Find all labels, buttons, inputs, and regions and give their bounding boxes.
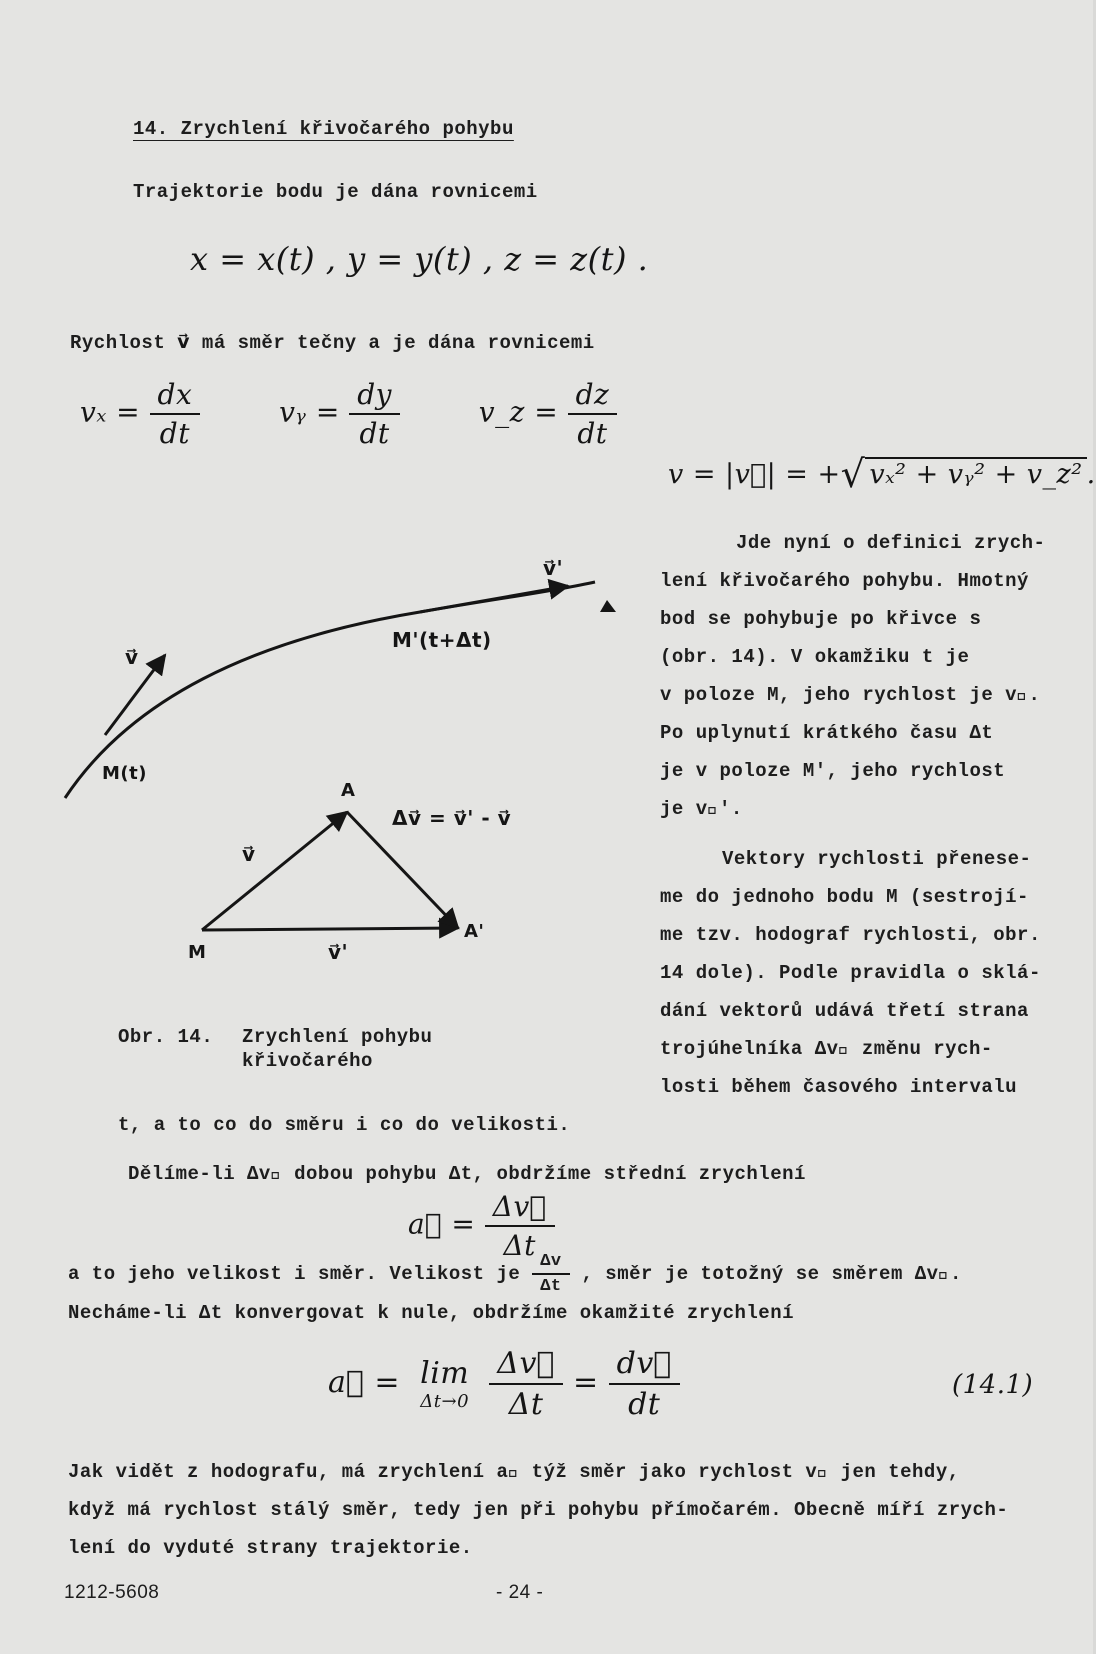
magnitude-fraction: $\frac{\Delta v}{\Delta t}$	[532, 1252, 569, 1296]
figure-label-mprime: M'(t+Δt)	[392, 628, 492, 652]
intro-text: Trajektorie bodu je dána rovnicemi	[133, 181, 538, 203]
right-col-line: trojúhelníka Δv⃗ změnu rych-	[660, 1038, 993, 1060]
figure-label-v-triangle: v⃗	[242, 842, 256, 866]
right-col-line: v poloze M, jeho rychlost je v⃗.	[660, 684, 1041, 706]
closing-line: lení do vyduté strany trajektorie.	[68, 1537, 473, 1559]
right-col-line: 14 dole). Podle pravidla o sklá-	[660, 962, 1041, 984]
page-number: - 24 -	[496, 1582, 544, 1603]
vy-fraction: $\frac{dy}{dt}$	[349, 378, 400, 450]
section-title: 14. Zrychlení křivočarého pohybu	[133, 118, 514, 140]
figure-label-dv: Δv⃗ = v⃗' - v⃗	[392, 806, 512, 830]
velocity-symbol: v⃗	[177, 331, 191, 353]
figure-label-a: A	[341, 780, 356, 801]
trajectory-equation: x = x(t) , y = y(t) , z = z(t) .	[190, 240, 649, 278]
figure-label-m: M(t)	[102, 763, 147, 784]
inst-acc-fraction-1: $\frac{\Delta v⃗}{\Delta t}$	[489, 1346, 563, 1422]
magnitude-dot: .	[1086, 459, 1096, 490]
closing-line: Jak vidět z hodografu, má zrychlení a⃗ týž směr jako rychlost v⃗ jen tehdy,	[68, 1461, 960, 1483]
right-col-line: me do jednoho bodu M (sestrojí-	[660, 886, 1029, 908]
right-col-line: je v⃗'.	[660, 798, 743, 820]
mean-acc-fraction: $\frac{\Delta v⃗}{\Delta t}$	[485, 1190, 555, 1262]
right-col-line: bod se pohybuje po křivce s	[660, 608, 982, 630]
sqrt-sign: √	[840, 452, 866, 496]
right-col-line: me tzv. hodograf rychlosti, obr.	[660, 924, 1041, 946]
right-col-line: (obr. 14). V okamžiku t je	[660, 646, 970, 668]
velocity-text-before: Rychlost	[70, 332, 166, 354]
right-col-line: losti během časového intervalu	[660, 1076, 1018, 1098]
divide-line: Dělíme-li Δv⃗ dobou pohybu Δt, obdržíme střední zrychlení	[128, 1163, 806, 1185]
hodograph-side-v	[202, 812, 347, 930]
vx-fraction: $\frac{dx}{dt}$	[150, 378, 201, 450]
figure-caption-line2: křivočarého	[242, 1050, 373, 1072]
vz-fraction: $\frac{dz}{dt}$	[568, 378, 618, 450]
trajectory-label-s	[600, 600, 616, 612]
magnitude-rhs: vₓ² + vᵧ² + v_z²	[865, 457, 1086, 490]
closing-line: když má rychlost stálý směr, tedy jen při pohybu přímočarém. Obecně míří zrych-	[68, 1499, 1009, 1521]
instant-acceleration-equation	[328, 1346, 680, 1422]
vy-label: vᵧ =	[279, 395, 340, 429]
figure-label-v1-triangle: v⃗'	[328, 940, 349, 964]
figure-label-m-triangle: M	[188, 942, 207, 963]
magnitude-line	[68, 1252, 962, 1296]
footer-code: 1212-5608	[64, 1582, 160, 1603]
equation-number: (14.1)	[952, 1370, 1034, 1400]
right-col-line: Jde nyní o definici zrych-	[736, 532, 1046, 554]
continuation-line: t, a to co do směru i co do velikosti.	[118, 1114, 571, 1136]
converge-line: Necháme-li Δt konvergovat k nule, obdržíme okamžité zrychlení	[68, 1302, 795, 1324]
mean-acc-lhs: a⃗ =	[408, 1207, 476, 1241]
inst-acc-equals: =	[572, 1365, 599, 1400]
figure-label-v1: v⃗'	[543, 556, 564, 580]
inst-acc-lhs: a⃗ =	[328, 1365, 401, 1400]
right-col-line: dání vektorů udává třetí strana	[660, 1000, 1029, 1022]
inst-acc-fraction-2: $\frac{dv⃗}{dt}$	[609, 1346, 680, 1422]
velocity-arrow-v1	[420, 586, 568, 612]
vz-label: v_z =	[478, 395, 559, 429]
figure-label-a1: A'	[464, 921, 485, 942]
figure-caption-line1: Zrychlení pohybu	[242, 1026, 433, 1048]
right-col-line: je v poloze M', jeho rychlost	[660, 760, 1006, 782]
figure-caption-number: Obr. 14.	[118, 1026, 214, 1048]
hodograph-side-v1	[202, 928, 458, 930]
magnitude-line-before: a to jeho velikost i směr. Velikost je	[68, 1263, 521, 1286]
right-col-line: Vektory rychlosti přenese-	[722, 848, 1032, 870]
right-col-line: lení křivočarého pohybu. Hmotný	[660, 570, 1029, 592]
magnitude-line-after: , směr je totožný se směrem Δv⃗.	[581, 1263, 962, 1286]
limit-operator: lim Δt→0	[420, 1356, 470, 1412]
right-col-line: Po uplynutí krátkého času Δt	[660, 722, 994, 744]
magnitude-lhs: v = |v⃗| = +	[668, 459, 841, 490]
velocity-text-after: má směr tečny a je dána rovnicemi	[201, 332, 595, 354]
vx-label: vₓ =	[80, 395, 141, 429]
figure-label-v: v⃗	[125, 645, 139, 669]
